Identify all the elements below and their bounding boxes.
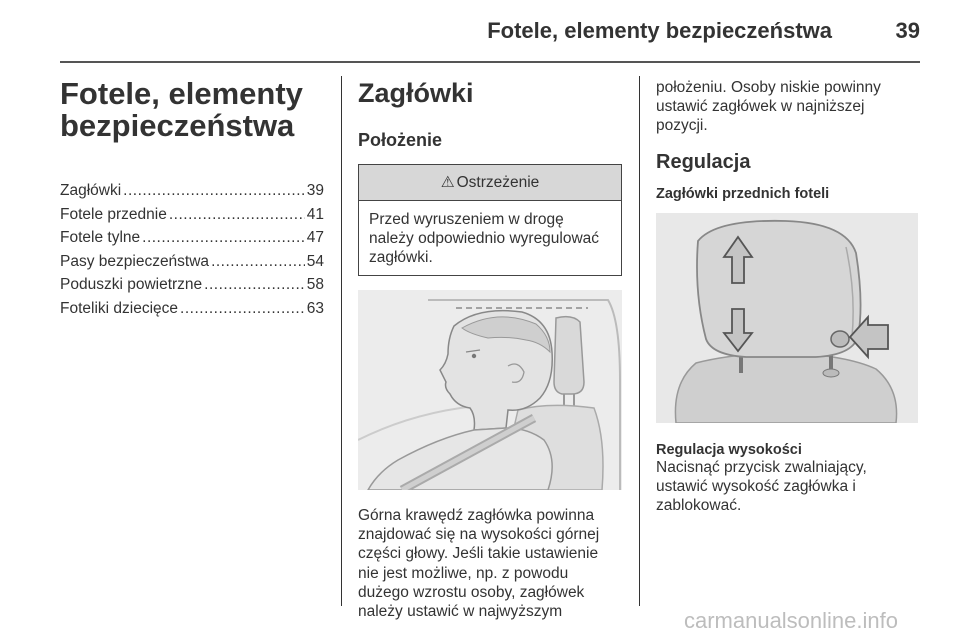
- toc-leader-dots: [142, 229, 305, 247]
- section-title-regulacja: Regulacja: [656, 150, 751, 173]
- toc-leader-dots: [211, 253, 305, 271]
- driver-headrest-position-illustration: [358, 290, 622, 490]
- height-adjustment-paragraph: [656, 458, 920, 516]
- paragraph-line: ustawić wysokość zagłówka i: [656, 477, 856, 495]
- warning-header: [359, 165, 621, 201]
- toc-item-label: Pasy bezpieczeństwa: [60, 252, 210, 270]
- warning-text-line: należy odpowiednio wyregulować: [369, 230, 600, 247]
- paragraph-line: części głowy. Jeśli takie ustawienie: [358, 545, 599, 563]
- paragraph-line: położeniu. Osoby niskie powinny: [656, 79, 881, 96]
- paragraph-line: należy ustawić w najwyższym: [358, 603, 563, 621]
- warning-triangle-icon: ⚠: [440, 174, 455, 191]
- toc-item-fotele-przednie[interactable]: [60, 206, 324, 230]
- page-number: 39: [895, 18, 920, 43]
- section-title-zaglowki: Zagłówki: [358, 78, 474, 108]
- paragraph-line: ustawić zagłówek w najniższej: [656, 98, 865, 116]
- paragraph-line: zablokować.: [656, 497, 742, 515]
- toc-item-page: 54: [306, 252, 324, 270]
- paragraph-line: Nacisnąć przycisk zwalniający,: [656, 458, 867, 476]
- toc-item-foteliki-dzieciece[interactable]: [60, 300, 324, 324]
- continued-paragraph: [656, 78, 920, 136]
- headrest-adjustment-column: [656, 78, 920, 515]
- toc-item-page: 63: [306, 299, 324, 317]
- toc-item-label: Zagłówki: [60, 182, 122, 199]
- toc-item-poduszki-powietrzne[interactable]: [60, 276, 324, 300]
- toc-leader-dots: [204, 276, 305, 294]
- chapter-title-line-1: Fotele, elementy: [60, 76, 303, 111]
- toc-item-page: 58: [306, 276, 324, 293]
- chapter-title-line-2: bezpieczeństwa: [60, 108, 295, 143]
- toc-item-pasy-bezpieczenstwa[interactable]: [60, 253, 324, 277]
- column-divider-left: [341, 76, 342, 606]
- paragraph-line: dużego wzrostu osoby, zagłówek: [358, 583, 585, 601]
- column-divider-right: [639, 76, 640, 606]
- warning-title: Ostrzeżenie: [456, 173, 540, 191]
- front-headrest-adjustment-illustration: [656, 213, 918, 423]
- table-of-contents: [60, 182, 324, 323]
- header-rule: [60, 61, 920, 63]
- header-title: Fotele, elementy bezpieczeństwa: [487, 18, 832, 43]
- toc-item-page: 47: [306, 229, 324, 246]
- paragraph-line: znajdować się na wysokości górnej: [358, 526, 600, 544]
- toc-item-page: 41: [306, 205, 324, 223]
- warning-text-line: zagłówki.: [369, 249, 433, 266]
- toc-item-zaglowki[interactable]: [60, 182, 324, 206]
- headrest-position-paragraph: [358, 506, 622, 621]
- toc-leader-dots: [123, 182, 305, 200]
- toc-item-fotele-tylne[interactable]: [60, 229, 324, 253]
- paragraph-line: pozycji.: [656, 117, 708, 135]
- chapter-title: [60, 78, 324, 142]
- toc-leader-dots: [180, 300, 305, 318]
- toc-item-label: Fotele tylne: [60, 229, 141, 246]
- subheading-height-adjustment: Regulacja wysokości: [656, 441, 802, 458]
- toc-leader-dots: [169, 206, 305, 224]
- paragraph-line: Górna krawędź zagłówka powinna: [358, 507, 595, 524]
- toc-item-page: 39: [306, 182, 324, 199]
- subsection-title-polozenie: Położenie: [358, 130, 443, 150]
- warning-text: [359, 201, 621, 275]
- warning-text-line: Przed wyruszeniem w drogę: [369, 211, 564, 228]
- watermark: carmanualsonline.info: [683, 608, 898, 633]
- paragraph-line: nie jest możliwe, np. z powodu: [358, 564, 569, 582]
- warning-box: [358, 164, 622, 276]
- chapter-column: [60, 78, 324, 323]
- toc-item-label: Poduszki powietrzne: [60, 276, 203, 293]
- subheading-front-headrests: Zagłówki przednich foteli: [656, 185, 830, 202]
- headrest-position-column: [358, 78, 622, 621]
- toc-item-label: Foteliki dziecięce: [60, 299, 179, 317]
- toc-item-label: Fotele przednie: [60, 205, 167, 223]
